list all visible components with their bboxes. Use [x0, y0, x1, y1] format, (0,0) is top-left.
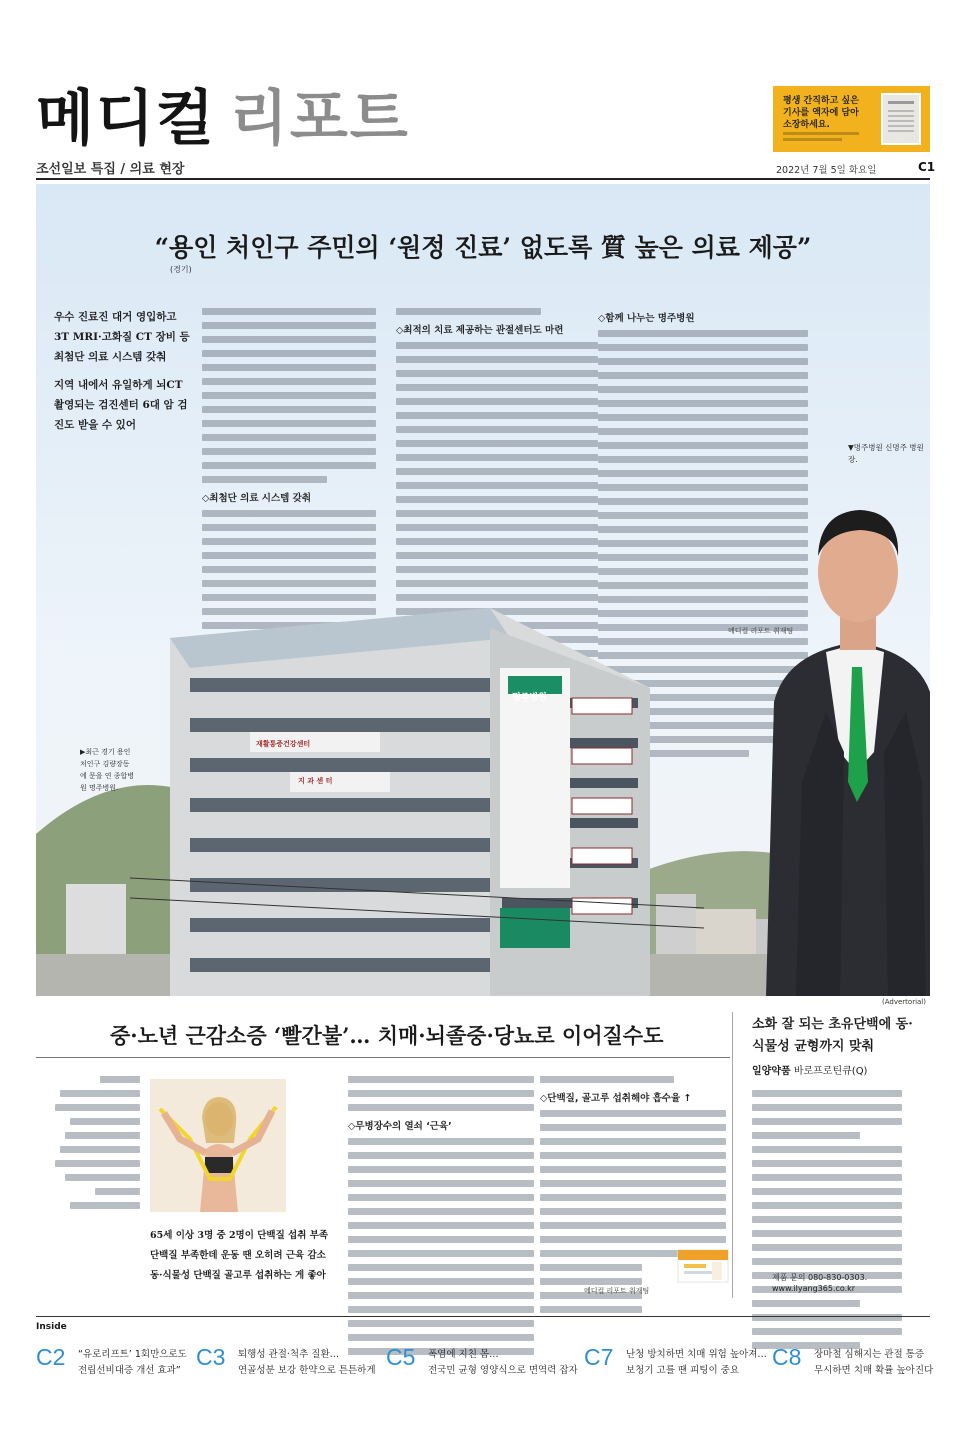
side-article-headline: 소화 잘 되는 초유단백에 동·식물성 균형까지 맞춰 — [752, 1017, 913, 1054]
side-contact-url[interactable]: www.ilyang365.co.kr — [772, 1284, 856, 1293]
lower-article-headline: 중·노년 근감소증 ‘빨간불’… 치매·뇌졸중·당뇨로 이어질수도 — [110, 1023, 664, 1048]
inside-item-c3[interactable] — [196, 1344, 386, 1378]
inside-item-c5[interactable] — [386, 1344, 586, 1378]
inside-teaser-line1: “유로리프트’ 1회만으로도 — [78, 1349, 187, 1360]
header-rule — [36, 178, 930, 180]
feature-deck — [54, 307, 194, 443]
region-tag: (경기) — [170, 265, 192, 274]
masthead-word-medical: 메디컬 — [36, 84, 216, 154]
woman-exercising-image — [150, 1079, 286, 1212]
inside-page-code: C8 — [772, 1344, 802, 1370]
side-article-source — [752, 1062, 867, 1077]
masthead-word-report: 리포트 — [229, 84, 410, 154]
inside-teaser-line2: 연골성분 보강 한약으로 튼튼하게 — [238, 1365, 376, 1376]
subhead-protein-intake: ◇단백질, 골고루 섭취해야 흡수율 ↑ — [540, 1093, 692, 1104]
director-photo-caption: ▼명주병원 신명주 병원장. — [848, 443, 924, 464]
subhead-muscle-key: ◇무병장수의 열쇠 ‘근육’ — [348, 1121, 452, 1132]
feature-headline: “용인 처인구 주민의 ‘원정 진료’ 없도록 質 높은 의료 제공” — [154, 233, 812, 262]
director-portrait — [756, 452, 930, 996]
lower-article-deck: 65세 이상 3명 중 2명이 단백질 섭취 부족 단백질 부족한데 운동 땐 오히려 근육 감소 동·식물성 단백질 골고루 섭취하는 게 좋아 — [150, 1230, 329, 1281]
feature-credit: 메디컬 리포트 취재팀 — [728, 627, 794, 635]
page-number: C1 — [918, 160, 936, 174]
inside-page-code: C3 — [196, 1344, 226, 1370]
lower-article-lead — [40, 1076, 140, 1216]
masthead — [36, 84, 410, 154]
side-company: 일양약품 — [752, 1066, 791, 1077]
inside-teaser-line1: 장마철 심해지는 관절 통증 — [814, 1349, 925, 1360]
inside-page-code: C7 — [584, 1344, 614, 1370]
inside-teaser-line2: 무시하면 치매 확률 높아진다 — [814, 1365, 934, 1376]
inside-teaser-line1: 폭염에 지친 몸… — [428, 1349, 499, 1360]
inside-teaser-line1: 난청 방치하면 치매 위험 높아져… — [626, 1349, 767, 1360]
subhead-joint-center: ◇최적의 치료 제공하는 관절센터도 마련 — [396, 325, 564, 336]
building-caption: ▶최근 경기 용인 처인구 김량장동에 문을 연 종합병원 명주병원. — [80, 748, 135, 792]
side-product: 바로프로틴큐(Q) — [793, 1066, 868, 1077]
hospital-sign-name: 명주병원 — [512, 693, 547, 703]
subhead-sharing: ◇함께 나누는 명주병원 — [598, 313, 695, 324]
inside-rule — [36, 1316, 930, 1317]
column-divider — [732, 1012, 733, 1298]
feature-article — [36, 184, 930, 996]
lower-credit: 메디컬 리포트 취재팀 — [584, 1287, 650, 1295]
hospital-building-photo — [130, 578, 704, 996]
deck-line-2: 지역 내에서 유일하게 뇌CT 촬영되는 검진센터 6대 암 검진도 받을 수 있어 — [54, 379, 188, 431]
inside-teaser-line1: 퇴행성 관절·척추 질환… — [238, 1349, 340, 1360]
section-label: 조선일보 특집 / 의료 현장 — [36, 162, 185, 177]
ad-fine-print — [783, 132, 867, 141]
lower-article-column-1 — [348, 1076, 534, 1362]
lower-headline-rule — [36, 1057, 730, 1058]
inside-page-code: C5 — [386, 1344, 416, 1370]
inside-page-code: C2 — [36, 1344, 66, 1370]
inside-item-c7[interactable] — [584, 1344, 774, 1378]
inside-label: Inside — [36, 1322, 67, 1332]
inside-item-c8[interactable] — [772, 1344, 934, 1378]
deck-line-1: 우수 진료진 대거 영입하고 3T MRI·고화질 CT 장비 등 최첨단 의료 시스템 갖춰 — [54, 311, 190, 363]
hospital-sign-dental: 지 과 센 터 — [298, 777, 333, 785]
publication-date: 2022년 7월 5일 화요일 — [776, 165, 877, 176]
fitness-photo — [150, 1079, 286, 1212]
advertorial-label: (Advertorial) — [882, 998, 926, 1006]
ad-text: 평생 간직하고 싶은 기사를 액자에 담아 소장하세요. — [783, 96, 859, 130]
inside-item-c2[interactable] — [36, 1344, 204, 1378]
inside-teaser-line2: 전립선비대증 개선 효과” — [78, 1365, 181, 1376]
header-advertisement[interactable] — [773, 86, 930, 152]
side-contact-phone: 제품 문의 080-830-0303. — [772, 1273, 868, 1282]
product-box-image — [672, 1242, 734, 1288]
framed-article-image — [881, 93, 921, 145]
subhead-system: ◇최첨단 의료 시스템 갖춰 — [202, 493, 311, 504]
inside-teaser-line2: 보청기 고를 땐 피팅이 중요 — [626, 1365, 740, 1376]
inside-teaser-line2: 전국민 균형 영양식으로 면역력 잡자 — [428, 1365, 578, 1376]
hospital-sign-rehab: 재활통증건강센터 — [256, 740, 311, 748]
protein-product-image — [672, 1242, 734, 1288]
